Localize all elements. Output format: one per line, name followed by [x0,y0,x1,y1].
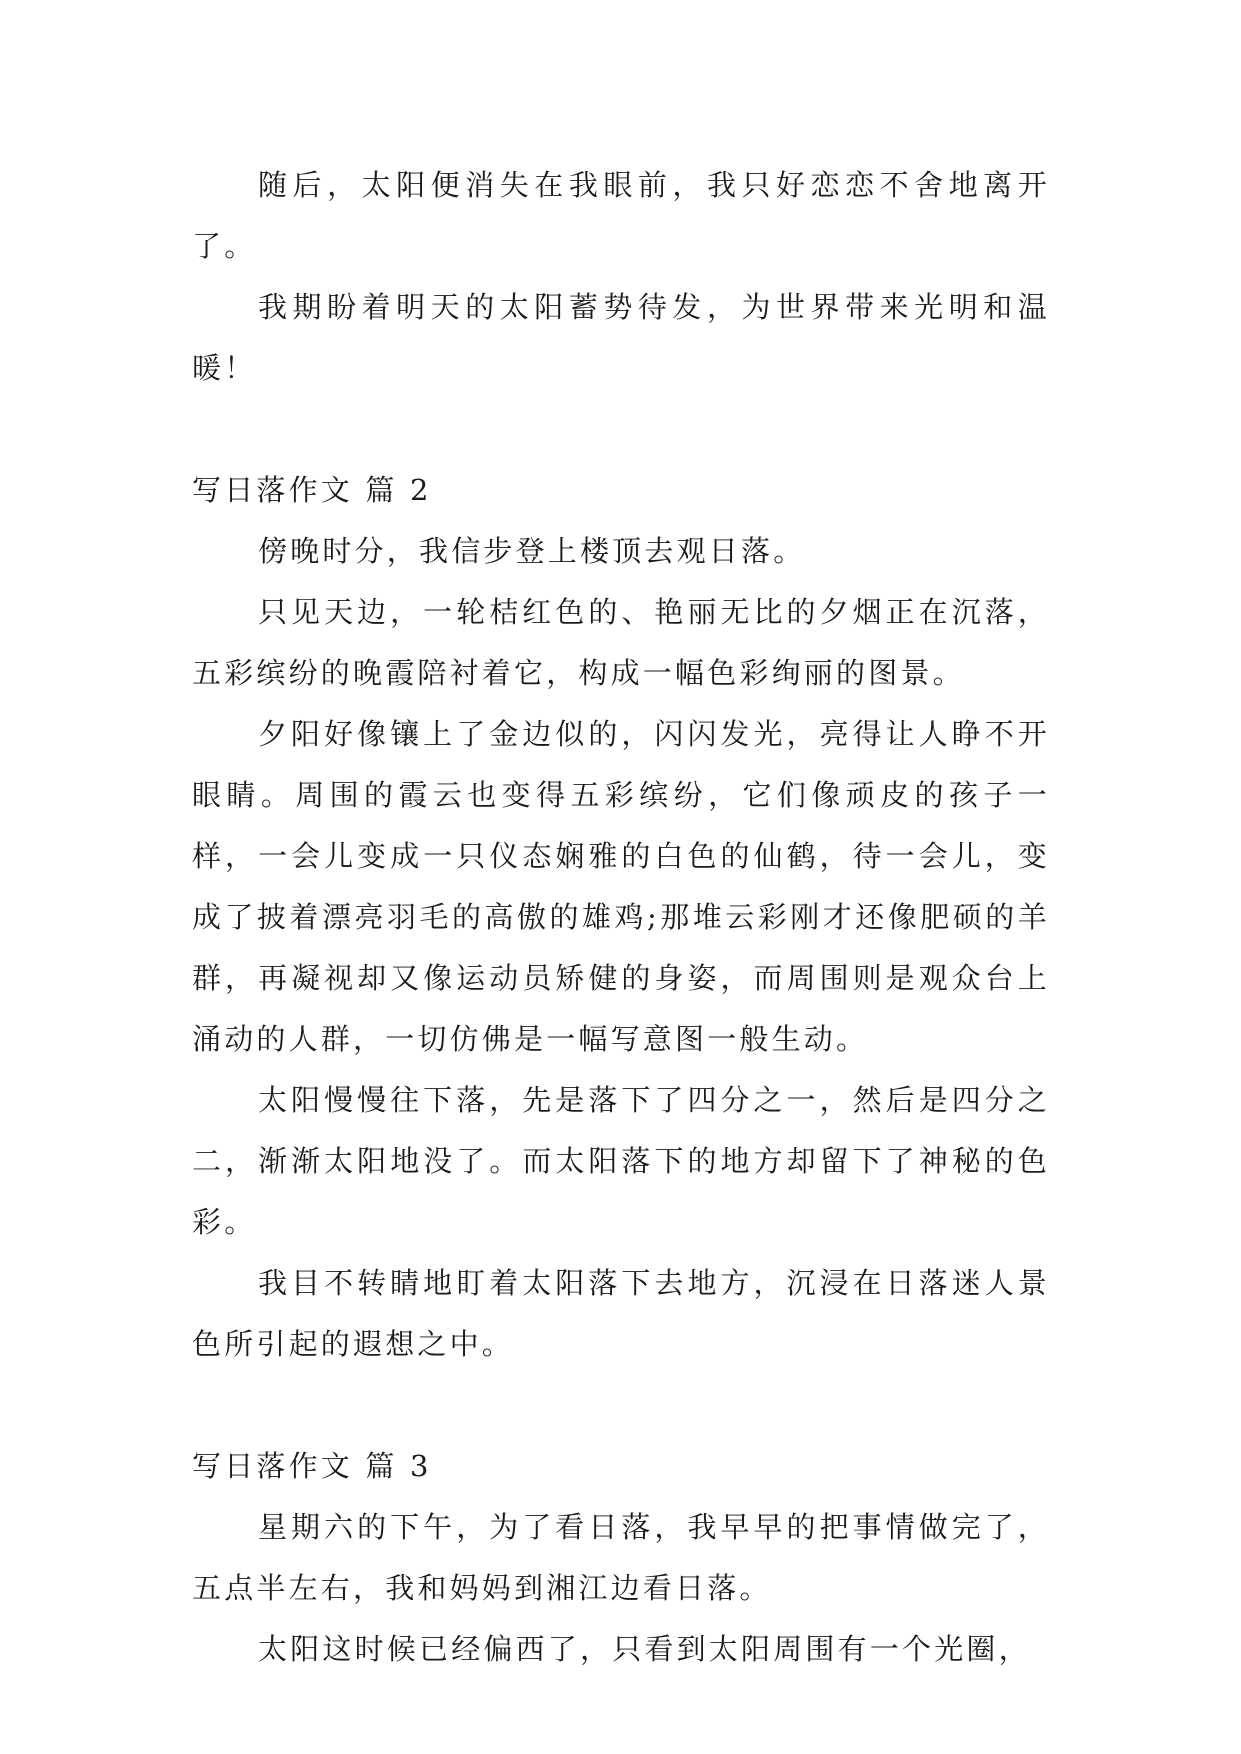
paragraph: 太阳慢慢往下落，先是落下了四分之一，然后是四分之二，渐渐太阳地没了。而太阳落下的地方却留下了神秘的色彩。 [192,1083,1050,1239]
section-gap [192,1375,1050,1436]
paragraph: 夕阳好像镶上了金边似的，闪闪发光，亮得让人睁不开眼睛。周围的霞云也变得五彩缤纷，它们像顽皮的孩子一样，一会儿变成一只仪态娴雅的白色的仙鹤，待一会儿，变成了披着漂亮羽毛的高傲的雄鸡;那堆云彩刚才还像肥硕的羊群，再凝视却又像运动员矫健的身姿，而周围则是观众台上涌动的人群，一切仿佛是一幅写意图一般生动。 [192,717,1050,1056]
paragraph: 随后，太阳便消失在我眼前，我只好恋恋不舍地离开了。 [192,168,1050,263]
paragraph: 我目不转睛地盯着太阳落下去地方，沉浸在日落迷人景色所引起的遐想之中。 [192,1266,1050,1361]
paragraph: 太阳这时候已经偏西了，只看到太阳周围有一个光圈， [258,1632,1031,1666]
document-page [192,155,1050,1680]
paragraph: 我期盼着明天的太阳蓄势待发，为世界带来光明和温暖！ [192,290,1050,385]
section-gap [192,399,1050,460]
section-heading: 写日落作文 篇 2 [192,473,432,507]
section-heading: 写日落作文 篇 3 [192,1449,432,1483]
paragraph: 傍晚时分，我信步登上楼顶去观日落。 [258,534,806,568]
paragraph: 只见天边，一轮桔红色的、艳丽无比的夕烟正在沉落，五彩缤纷的晚霞陪衬着它，构成一幅色彩绚丽的图景。 [192,595,1050,690]
paragraph: 星期六的下午，为了看日落，我早早的把事情做完了，五点半左右，我和妈妈到湘江边看日落。 [192,1510,1050,1605]
